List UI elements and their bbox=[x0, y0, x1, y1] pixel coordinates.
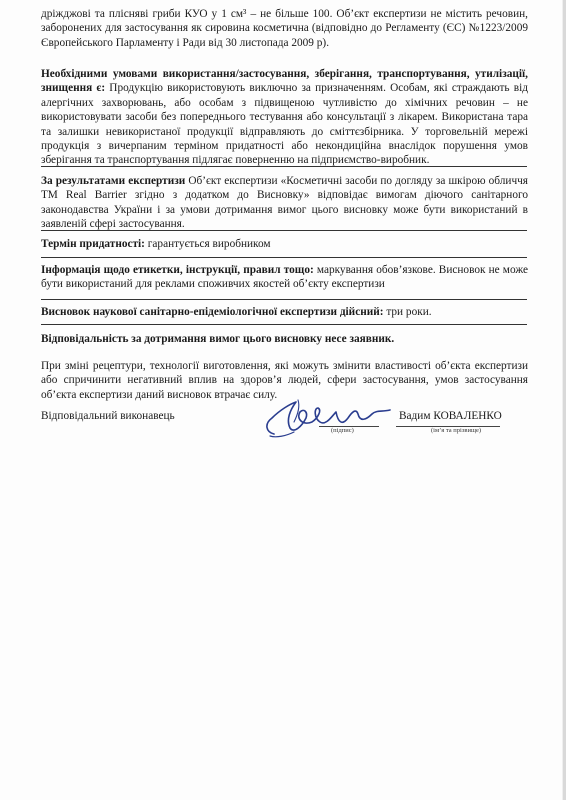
divider bbox=[41, 324, 527, 325]
paragraph-composition: дріжджові та плісняві гриби КУО у 1 см³ – не більше 100. Об’єкт експертизи не містить речовин, заборонених для застосування як сировина косметична (відповідно до Регламенту (ЄС) №1223/2009 Європейського Парламенту і Ради від 30 листопада 2009 р). bbox=[41, 8, 528, 49]
expertise-results-text: Об’єкт експертизи «Косметичні засоби по догляду за шкірою обличчя ТМ Real Barrier згідно з додатком до Висновку» відповідає вимогам діючого санітарного законодавства України і за умови дотримання вимог цього висновку може бути використаний в заявленій сфері застосування. bbox=[41, 175, 528, 231]
signature-block bbox=[41, 410, 528, 450]
expertise-results-label: За результатами експертизи bbox=[41, 175, 186, 187]
label-info-label: Інформація щодо етикетки, інструкції, правил тощо: bbox=[41, 264, 314, 276]
signer-name: Вадим КОВАЛЕНКО bbox=[399, 410, 502, 422]
signature-caption: (підпис) bbox=[331, 427, 354, 434]
divider bbox=[41, 230, 527, 231]
paragraph-change-notice: При зміні рецептури, технології виготовлення, які можуть змінити властивості об’єкта експертизи або спричинити негативний вплив на здоров’я людей, сфери застосування, умов застосування об’єкта експертизи даний висновок втрачає силу. bbox=[41, 360, 528, 401]
usage-conditions-text: Продукцію використовують виключно за призначенням. Особам, які страждають від алергічних захворювань, або особам з підвищеною чутливістю до хімічних речовин – не використовувати засоби без попереднього тестування або консультації з лікарем. Використана тара та залишки невикористаної продукції відправляють до сміттєзбірника. У торговельній мережі продукція з вичерпаним терміном придатності або некондиційна внаслідок порушення умов зберігання та транспортування підлягає поверненню на підприємство-виробник. bbox=[41, 82, 528, 167]
divider bbox=[41, 166, 527, 167]
validity-label: Висновок наукової санітарно-епідеміологічної експертизи дійсний: bbox=[41, 306, 384, 318]
handwritten-signature bbox=[256, 396, 396, 442]
divider bbox=[41, 257, 527, 258]
shelf-life-label: Термін придатності: bbox=[41, 238, 145, 250]
name-caption: (ім’я та прізвище) bbox=[431, 427, 481, 434]
usage-conditions-label: Необхідними умовами використання/застосування, зберігання, транспортування, утилізації, знищення є: bbox=[41, 68, 528, 95]
paragraph-shelf-life bbox=[41, 237, 528, 251]
validity-text: три роки. bbox=[383, 306, 432, 318]
shelf-life-text: гарантується виробником bbox=[144, 238, 271, 250]
scan-edge-shadow bbox=[562, 0, 563, 800]
responsible-executor-label: Відповідальний виконавець bbox=[41, 410, 175, 422]
paragraph-validity bbox=[41, 305, 528, 319]
paragraph-label-info bbox=[41, 263, 528, 292]
paragraph-responsibility: Відповідальність за дотримання вимог цього висновку несе заявник. bbox=[41, 333, 395, 345]
label-info-text: маркування обов’язкове. Висновок не може бути використаний для реклами споживчих якостей об’єкту експертизи bbox=[41, 264, 528, 291]
divider bbox=[41, 299, 527, 300]
paragraph-usage-conditions bbox=[41, 67, 528, 168]
paragraph-expertise-results bbox=[41, 174, 528, 232]
